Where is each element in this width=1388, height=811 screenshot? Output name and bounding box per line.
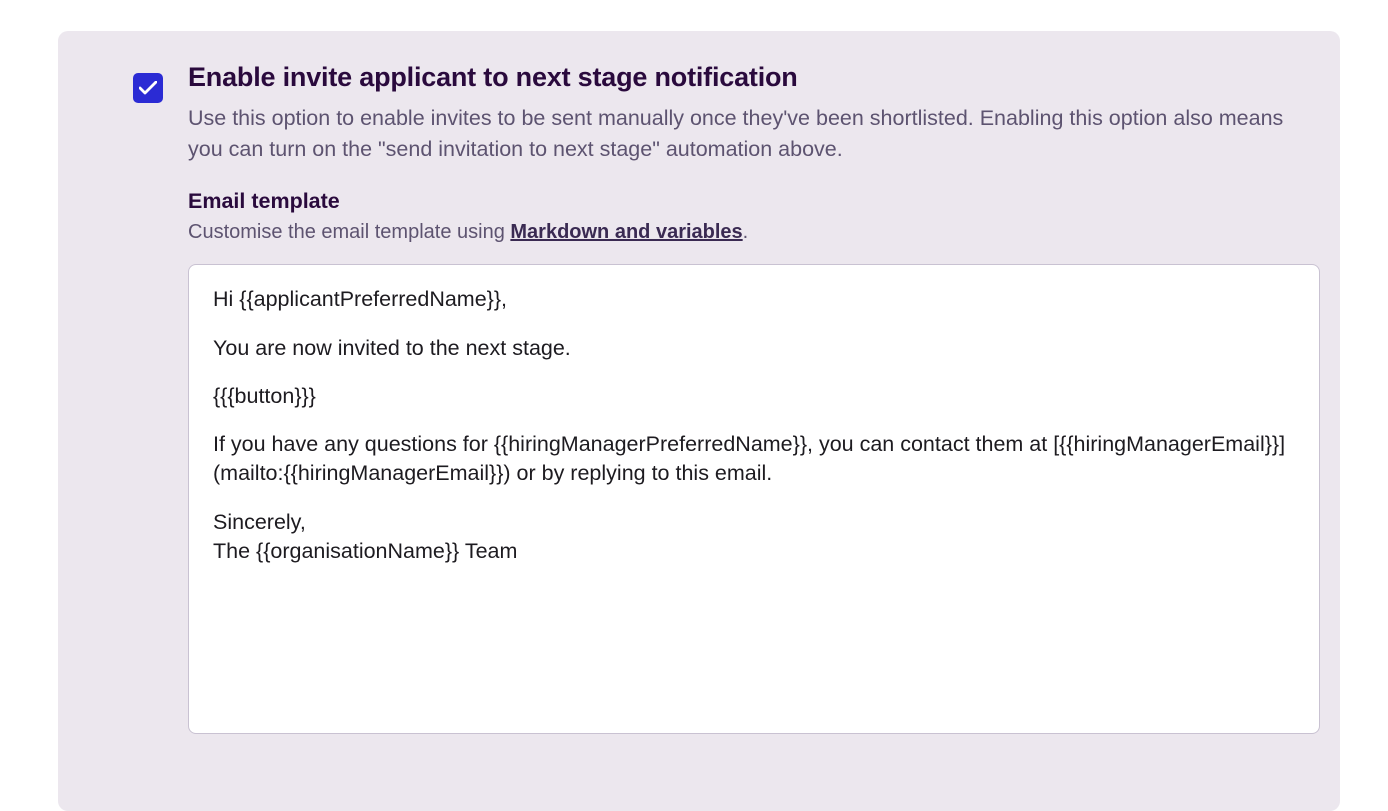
customise-hint-suffix: . bbox=[742, 221, 749, 244]
template-line: Sincerely, bbox=[213, 509, 306, 534]
template-line: If you have any questions for {{hiringManagerPreferredName}}, you can contact them at [{{hiringManagerEmail}}](mailto:{{hiringManagerEmail}}) or by replying to this email. bbox=[213, 432, 1286, 486]
checkmark-icon bbox=[139, 81, 157, 95]
template-blank-line bbox=[213, 363, 1295, 382]
notification-header-text bbox=[188, 61, 1320, 734]
notification-settings-panel bbox=[58, 31, 1340, 811]
email-template-heading: Email template bbox=[188, 189, 340, 214]
template-blank-line bbox=[213, 411, 1295, 430]
template-line: {{{button}}} bbox=[213, 383, 316, 408]
customise-hint bbox=[188, 221, 1320, 244]
template-blank-line bbox=[213, 315, 1295, 334]
email-template-textarea[interactable] bbox=[188, 264, 1320, 734]
markdown-variables-link[interactable]: Markdown and variables bbox=[510, 221, 743, 244]
template-line: The {{organisationName}} Team bbox=[213, 538, 518, 563]
notification-header-row bbox=[100, 61, 1298, 734]
enable-notification-checkbox[interactable] bbox=[133, 73, 163, 103]
customise-hint-prefix: Customise the email template using bbox=[188, 221, 511, 244]
notification-description: Use this option to enable invites to be sent manually once they've been shortlisted. Enabling this option also means you can turn on the "send invitation to next stage" automation above. bbox=[188, 106, 1284, 161]
template-line: Hi {{applicantPreferredName}}, bbox=[213, 287, 508, 312]
page-title: Enable invite applicant to next stage notification bbox=[188, 62, 798, 92]
template-blank-line bbox=[213, 489, 1295, 508]
template-line: You are now invited to the next stage. bbox=[213, 335, 571, 360]
